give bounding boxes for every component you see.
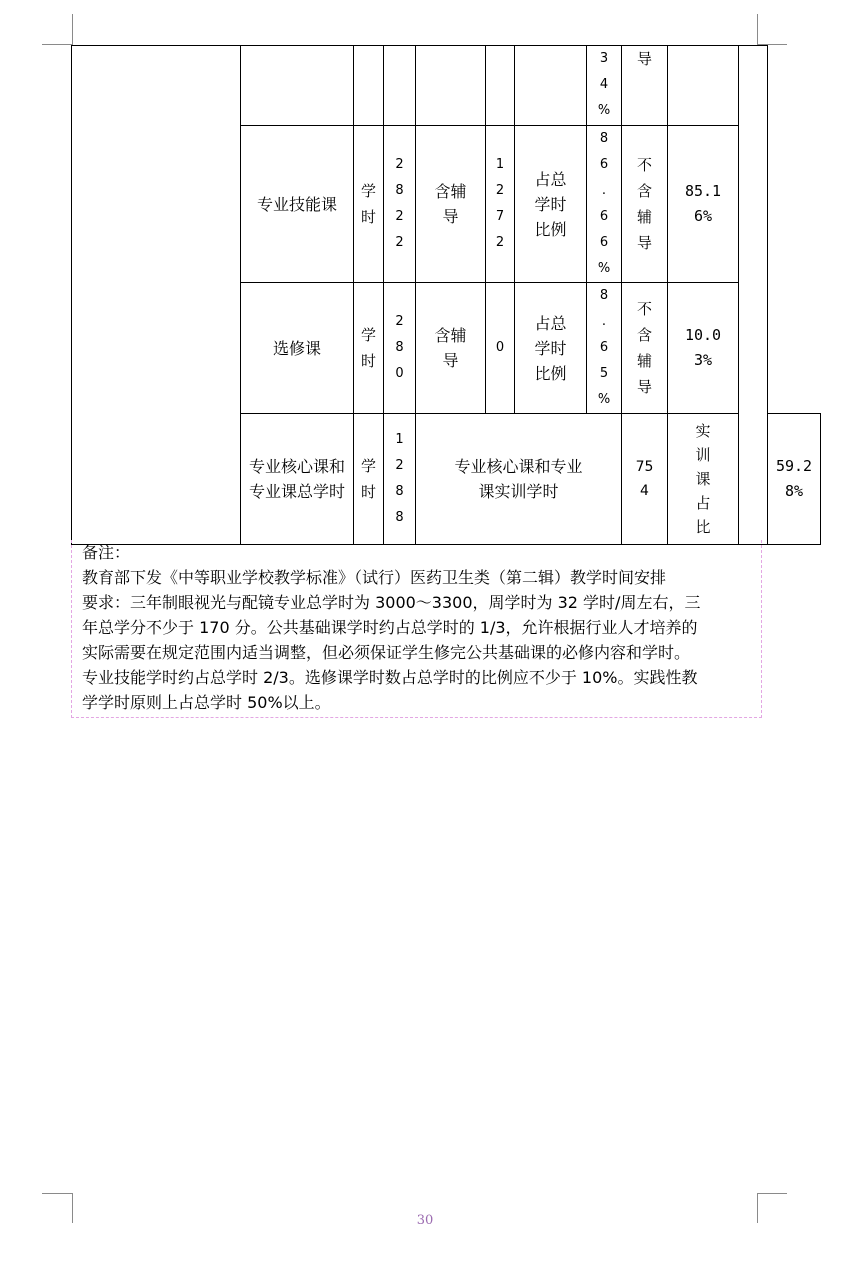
ratio-label-cell [515,46,587,126]
category-cell [72,46,241,545]
final-pct: 10.03% [684,326,722,369]
hours-char: 2 [395,157,404,172]
aux-hours-cell [486,283,515,414]
excluded-char: 辅 [636,352,652,370]
note-line: 专业技能学时约占总学时 2/3。选修课学时数占总学时的比例应不少于 10%。实践性教 [82,668,698,687]
practice-char: 训 [695,446,711,464]
course-name-cell [241,126,354,283]
hours-char: 2 [395,314,404,329]
crop-mark-bl-h [42,1193,72,1194]
crop-mark-tl-v [72,14,73,45]
crop-mark-tl-h [42,44,72,45]
unit-cell [354,414,384,545]
final-pct-cell [668,283,739,414]
table-row [72,46,821,126]
aux-char: 2 [495,235,505,250]
excluded-cell [622,283,668,414]
hours-char: 0 [395,366,404,381]
aux-char: 0 [495,340,505,355]
practice-char: 课 [695,470,711,488]
note-line: 年总学分不少于 170 分。公共基础课学时约占总学时的 1/3，允许根据行业人才培养的 [82,618,698,637]
practice-char: 占 [695,494,711,512]
hours-char: 8 [395,340,404,355]
excluded-char: 不 [636,300,652,318]
unit-char: 学 [360,457,376,475]
excluded-char: 导 [636,378,652,396]
ratio-label-cell [515,283,587,414]
excluded-char: 辅 [636,208,652,226]
hours-char: 8 [395,183,404,198]
excluded-char: 导 [636,50,652,68]
hours-char: 8 [395,510,404,525]
included-cell [416,283,486,414]
ratio-char: 8 [599,131,609,146]
aux-hours-cell [486,126,515,283]
aux-char: 1 [495,157,505,172]
excluded-cell [622,126,668,283]
course-name: 专业核心课和专业课总学时 [249,457,346,501]
note-line: 要求：三年制眼视光与配镜专业总学时为 3000～3300，周学时为 32 学时/周左右，三 [82,593,701,612]
excluded-char: 不 [636,156,652,174]
ratio-pct-cell [587,126,622,283]
excluded-char: 含 [636,326,652,344]
extra-cell [739,46,768,545]
included-label: 含辅导 [434,182,467,226]
ratio-char: 3 [599,51,609,66]
ratio-char: 6 [599,235,609,250]
course-name: 专业技能课 [256,194,337,214]
excluded-char: 导 [636,234,652,252]
course-name-cell [241,414,354,545]
included-cell [416,46,486,126]
ratio-char: 6 [599,157,609,172]
practice-hours-cell [622,414,668,545]
ratio-char: % [597,103,611,118]
hours-char: 2 [395,458,404,473]
note-title: 备注： [82,543,131,562]
ratio-char: 5 [599,366,609,381]
practice-hours: 754 [635,459,654,499]
ratio-char: . [601,183,607,198]
ratio-label: 占总学时比例 [534,169,567,239]
final-pct: 59.28% [775,457,813,500]
note-line: 学学时原则上占总学时 50%以上。 [82,693,331,712]
aux-hours-cell [486,46,515,126]
ratio-pct-cell [587,46,622,126]
ratio-char: % [597,392,611,407]
note-line: 教育部下发《中等职业学校教学标准》（试行）医药卫生类（第二辑）教学时间安排 [82,568,667,587]
ratio-char: . [601,314,607,329]
hours-cell [384,126,416,283]
course-name: 选修课 [272,338,321,358]
ratio-char: 6 [599,340,609,355]
hours-char: 2 [395,209,404,224]
practice-char: 实 [695,422,711,440]
ratio-char: % [597,261,611,276]
unit-cell [354,46,384,126]
ratio-char: 8 [599,288,609,303]
unit-char: 时 [360,352,376,370]
unit-char: 时 [360,208,376,226]
included-label: 含辅导 [434,326,467,370]
included-cell [416,126,486,283]
hours-table [71,45,821,545]
hours-cell [384,414,416,545]
unit-char: 学 [360,326,376,344]
ratio-char: 6 [599,209,609,224]
ratio-label: 占总学时比例 [534,313,567,383]
hours-char: 8 [395,484,404,499]
unit-cell [354,283,384,414]
final-pct-cell [668,46,739,126]
excluded-cell [622,46,668,126]
note-box [71,540,762,718]
hours-cell [384,46,416,126]
hours-char: 1 [395,432,404,447]
final-pct: 85.16% [684,182,722,225]
ratio-label-cell [515,126,587,283]
final-pct-cell [668,126,739,283]
practice-ratio-label-cell [668,414,739,545]
hours-char: 2 [395,235,404,250]
page-number: 30 [416,1213,434,1228]
practice-char: 比 [695,518,711,536]
final-pct-cell [768,414,821,545]
practice-label: 专业核心课和专业课实训学时 [454,457,583,501]
course-name-cell [241,283,354,414]
note-line: 实际需要在规定范围内适当调整，但必须保证学生修完公共基础课的必修内容和学时。 [82,643,691,662]
aux-char: 2 [495,183,505,198]
unit-cell [354,126,384,283]
practice-label-cell [416,414,622,545]
ratio-pct-cell [587,283,622,414]
course-name-cell [241,46,354,126]
excluded-char: 含 [636,182,652,200]
aux-char: 7 [495,209,505,224]
hours-cell [384,283,416,414]
crop-mark-tr-v [757,14,758,45]
unit-char: 学 [360,182,376,200]
ratio-char: 4 [599,77,609,92]
unit-char: 时 [360,483,376,501]
crop-mark-br-h [757,1193,787,1194]
